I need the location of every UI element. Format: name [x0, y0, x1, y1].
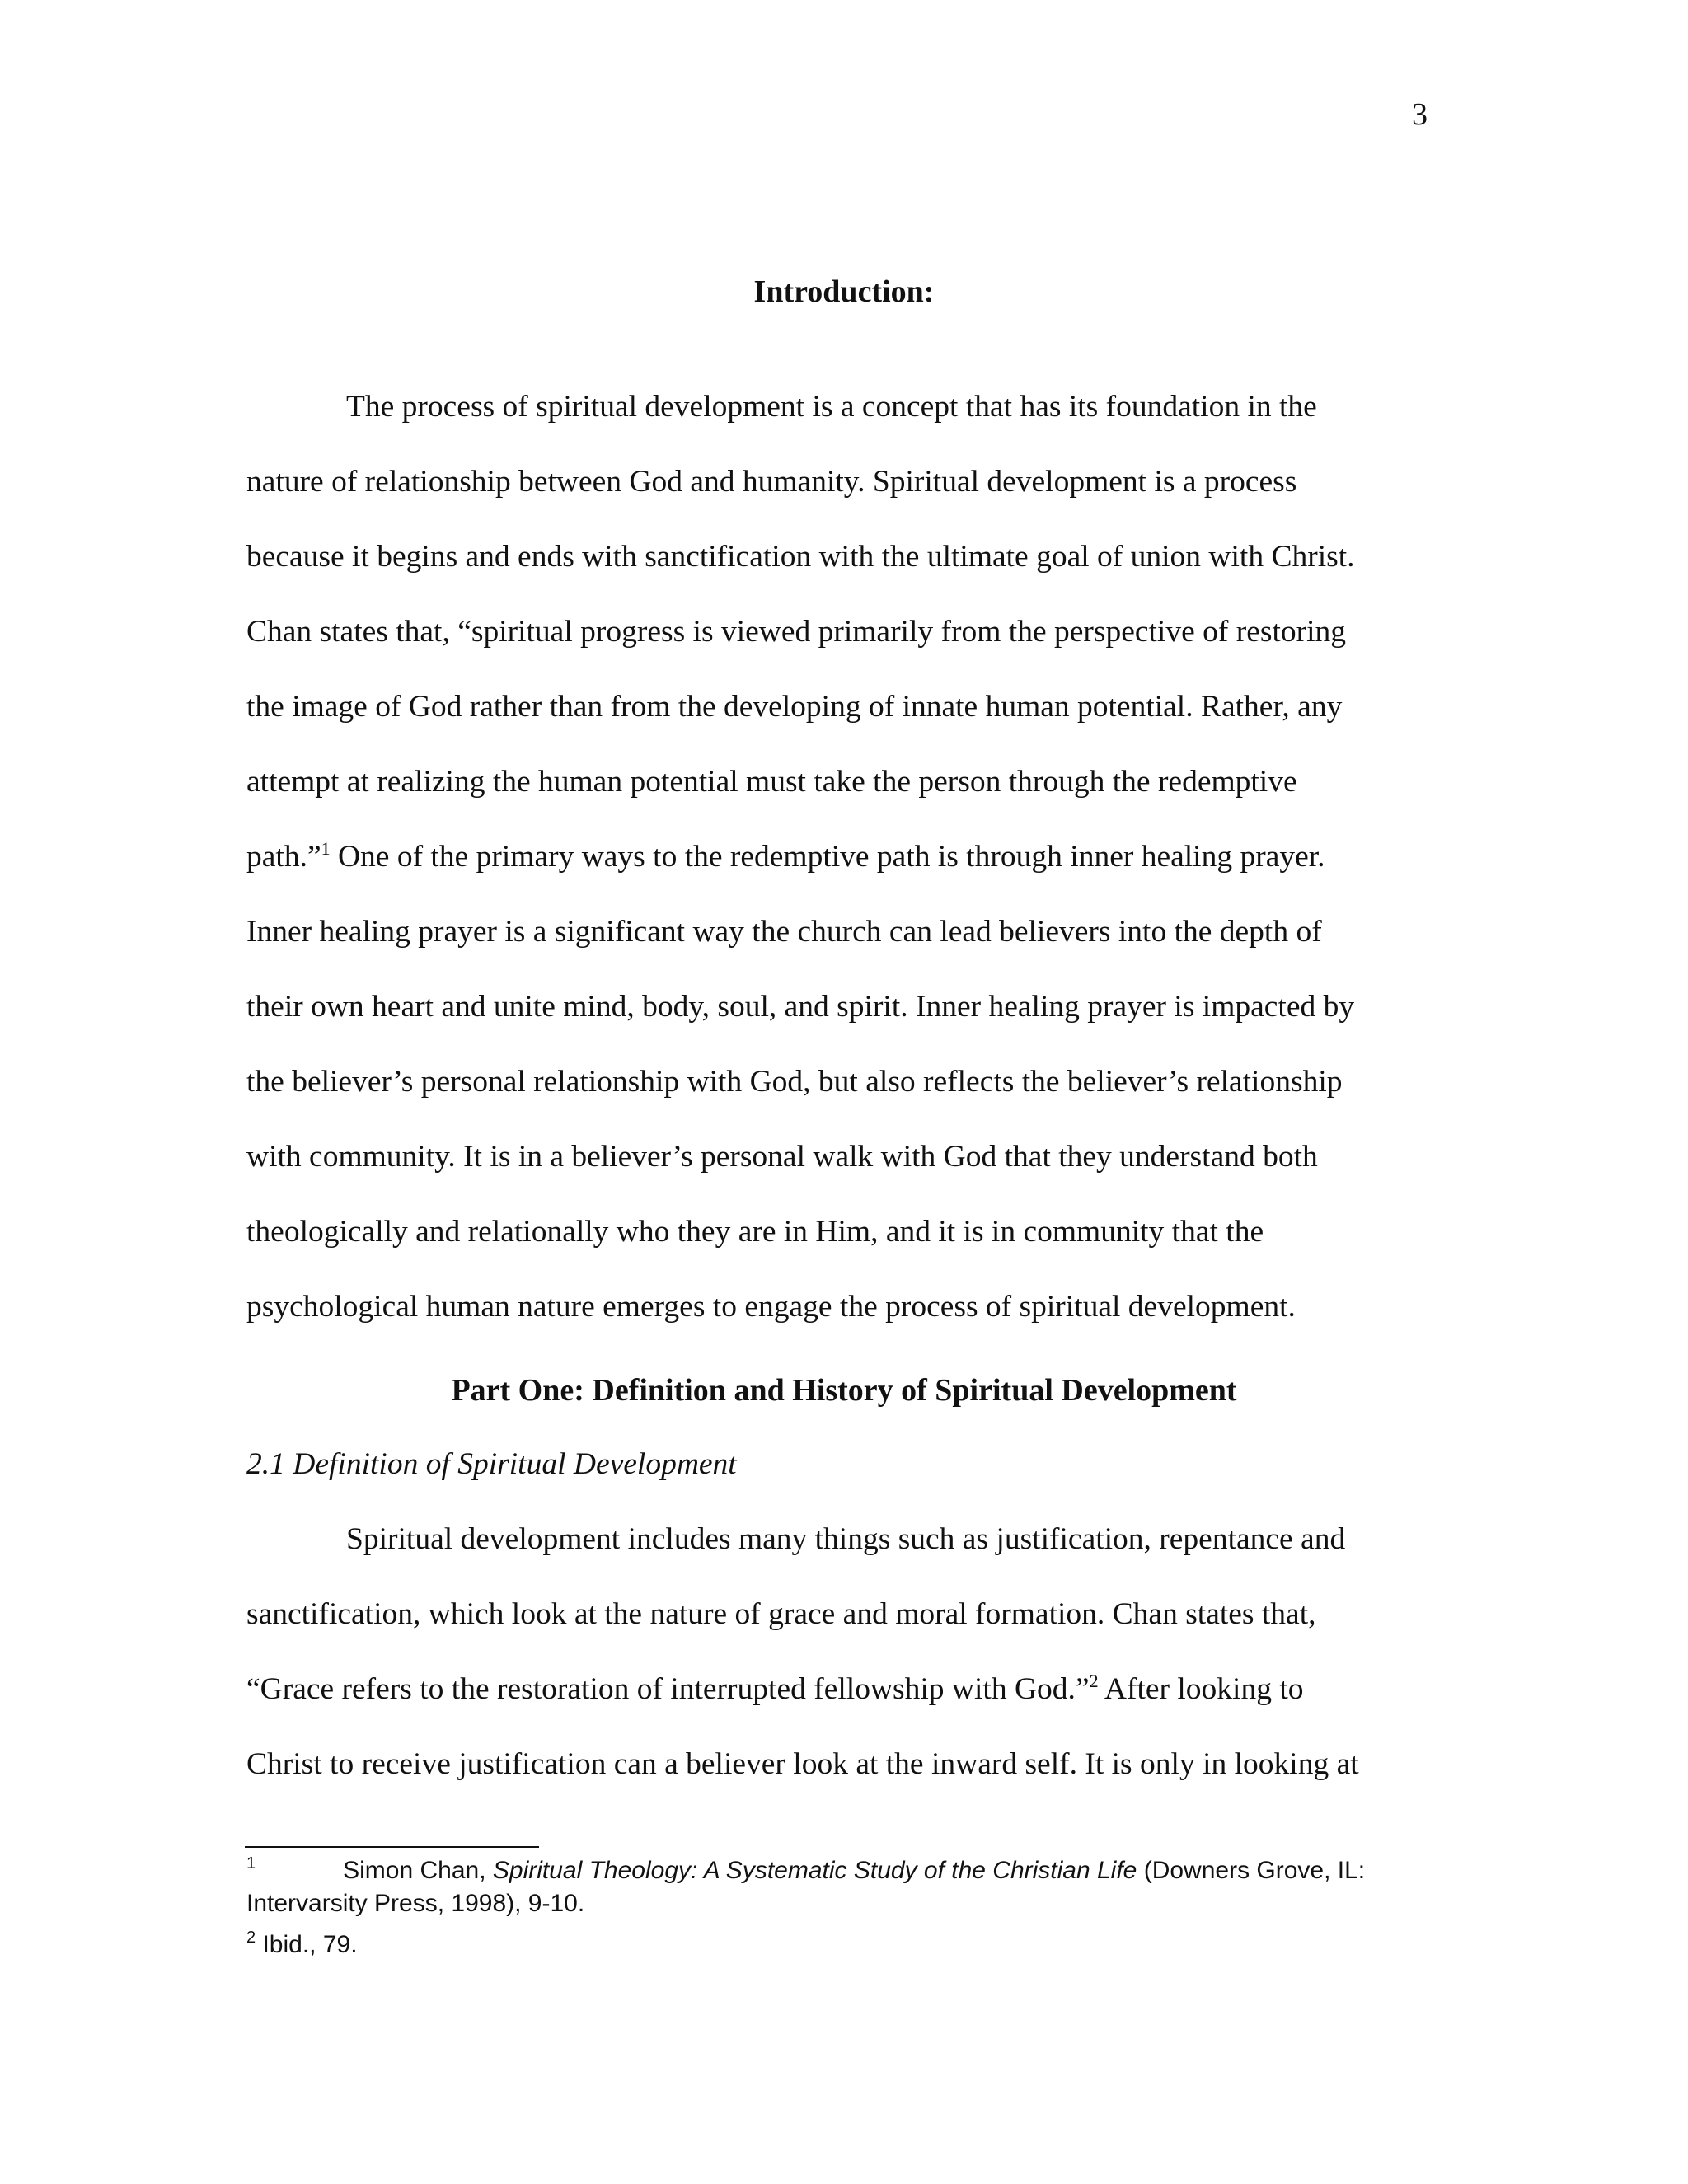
- part-one-heading: Part One: Definition and History of Spiritual Development: [451, 1373, 1237, 1408]
- intro-line: Chan states that, “spiritual progress is viewed primarily from the perspective of restoring: [246, 615, 1347, 649]
- introduction-heading: Introduction:: [753, 274, 935, 309]
- footnote-reference-1[interactable]: 1: [321, 838, 331, 859]
- intro-line: because it begins and ends with sanctification with the ultimate goal of union with Christ.: [246, 540, 1355, 574]
- part-one-line-segment: “Grace refers to the restoration of interrupted fellowship with God.”: [246, 1672, 1090, 1706]
- subsection-heading: 2.1 Definition of Spiritual Development: [246, 1447, 737, 1481]
- intro-line: their own heart and unite mind, body, soul, and spirit. Inner healing prayer is impacted by: [246, 990, 1355, 1024]
- part-one-line-segment: After looking to: [1104, 1672, 1304, 1706]
- footnote-publication: (Downers Grove, IL:: [1137, 1857, 1366, 1884]
- intro-line: with community. It is in a believer’s personal walk with God that they understand both: [246, 1140, 1318, 1174]
- part-one-line-with-footnote: [246, 1671, 1304, 1706]
- footnote-1: [246, 1855, 1365, 1883]
- footnote-mark: 1: [246, 1854, 256, 1872]
- footnote-1-continuation: Intervarsity Press, 1998), 9-10.: [246, 1890, 585, 1917]
- footnote-author: Simon Chan,: [343, 1857, 493, 1884]
- intro-line-segment: One of the primary ways to the redemptive path is through inner healing prayer.: [337, 840, 1325, 874]
- footnote-separator: [245, 1846, 539, 1848]
- part-one-line: Christ to receive justification can a believer look at the inward self. It is only in looking at: [246, 1747, 1359, 1781]
- part-one-line: sanctification, which look at the nature of grace and moral formation. Chan states that,: [246, 1597, 1316, 1631]
- intro-line-segment: path.”: [246, 840, 321, 874]
- footnote-2: [246, 1929, 358, 1957]
- intro-line: the image of God rather than from the developing of innate human potential. Rather, any: [246, 690, 1343, 724]
- footnote-reference-2[interactable]: 2: [1089, 1671, 1099, 1691]
- page-number: 3: [1412, 97, 1428, 132]
- intro-line-with-footnote: [246, 838, 1325, 874]
- footnote-mark: 2: [246, 1929, 256, 1947]
- intro-line: The process of spiritual development is a concept that has its foundation in the: [346, 390, 1317, 424]
- intro-line: the believer’s personal relationship with God, but also reflects the believer’s relationship: [246, 1065, 1343, 1099]
- part-one-line: Spiritual development includes many things such as justification, repentance and: [346, 1522, 1346, 1556]
- footnote-book-title: Spiritual Theology: A Systematic Study of the Christian Life: [492, 1857, 1137, 1884]
- intro-line: nature of relationship between God and humanity. Spiritual development is a process: [246, 465, 1297, 499]
- intro-line: theologically and relationally who they are in Him, and it is in community that the: [246, 1215, 1264, 1249]
- intro-line: psychological human nature emerges to engage the process of spiritual development.: [246, 1290, 1296, 1324]
- footnote-text: Ibid., 79.: [262, 1931, 358, 1958]
- intro-line: attempt at realizing the human potential must take the person through the redemptive: [246, 765, 1297, 799]
- intro-line: Inner healing prayer is a significant way the church can lead believers into the depth of: [246, 915, 1322, 949]
